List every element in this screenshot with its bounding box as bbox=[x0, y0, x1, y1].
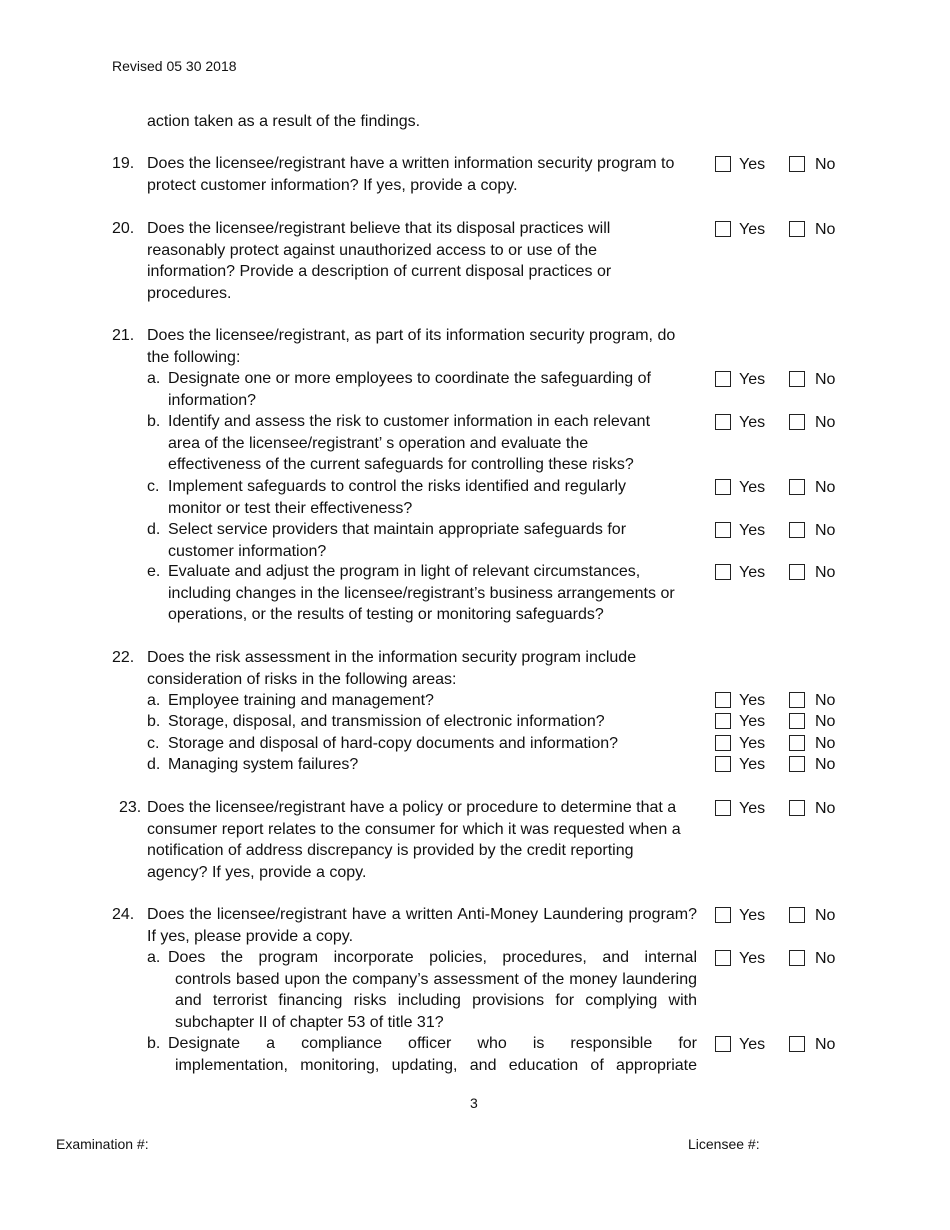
checkbox[interactable] bbox=[715, 756, 731, 772]
yes-label: Yes bbox=[739, 735, 766, 752]
checkbox[interactable] bbox=[789, 156, 805, 172]
checkbox[interactable] bbox=[789, 907, 805, 923]
yes-label: Yes bbox=[739, 950, 766, 967]
item-letter: a. bbox=[147, 370, 161, 387]
yes-label: Yes bbox=[739, 371, 766, 388]
checkbox[interactable] bbox=[789, 479, 805, 495]
item-text: Managing system failures? bbox=[168, 756, 359, 773]
yes-label: Yes bbox=[739, 414, 766, 431]
checkbox[interactable] bbox=[715, 713, 731, 729]
question-text: Does the licensee/registrant, as part of its information security program, do the following: bbox=[147, 327, 676, 366]
item-text: Identify and assess the risk to customer information in each relevant area of the licensee/registrant’ s operation and evaluate the effectiveness of the current safeguards for controlling these risks? bbox=[168, 413, 651, 473]
yes-label: Yes bbox=[739, 800, 766, 817]
checkbox[interactable] bbox=[789, 564, 805, 580]
no-label: No bbox=[815, 735, 836, 752]
item-letter: c. bbox=[147, 478, 160, 495]
yes-label: Yes bbox=[739, 756, 766, 773]
item-letter: b. bbox=[147, 413, 161, 430]
question-text: Does the licensee/registrant believe that its disposal practices will reasonably protect against unauthorized access to or use of the information? Provide a description of current disposal practices or procedures. bbox=[147, 220, 612, 302]
no-label: No bbox=[815, 156, 836, 173]
checkbox[interactable] bbox=[789, 221, 805, 237]
checkbox[interactable] bbox=[715, 1036, 731, 1052]
checkbox[interactable] bbox=[715, 371, 731, 387]
no-label: No bbox=[815, 907, 836, 924]
page-number: 3 bbox=[470, 1095, 478, 1111]
checkbox[interactable] bbox=[789, 371, 805, 387]
yes-label: Yes bbox=[739, 907, 766, 924]
item-text: Select service providers that maintain appropriate safeguards for customer information? bbox=[168, 521, 627, 560]
yes-label: Yes bbox=[739, 713, 766, 730]
yes-label: Yes bbox=[739, 692, 766, 709]
checkbox[interactable] bbox=[715, 522, 731, 538]
no-label: No bbox=[815, 800, 836, 817]
checkbox[interactable] bbox=[715, 692, 731, 708]
item-text-continued: controls based upon the company’s assessment of the money laundering and terrorist financing risks including provisions for complying with subchapter II of chapter 53 of title 31? bbox=[175, 970, 697, 1031]
yes-label: Yes bbox=[739, 479, 766, 496]
no-label: No bbox=[815, 713, 836, 730]
item-text: Evaluate and adjust the program in light of relevant circumstances, including changes in the licensee/registrant’s business arrangements or operations, or the results of testing or monitoring safeguards? bbox=[168, 563, 675, 623]
item-letter: d. bbox=[147, 521, 161, 538]
checkbox[interactable] bbox=[789, 414, 805, 430]
no-label: No bbox=[815, 522, 836, 539]
item-letter: d. bbox=[147, 756, 161, 773]
item-letter: e. bbox=[147, 563, 161, 580]
checkbox[interactable] bbox=[715, 800, 731, 816]
checkbox[interactable] bbox=[715, 156, 731, 172]
question-number: 22. bbox=[112, 649, 135, 666]
checkbox[interactable] bbox=[715, 950, 731, 966]
no-label: No bbox=[815, 221, 836, 238]
checkbox[interactable] bbox=[789, 756, 805, 772]
item-letter: b. bbox=[147, 713, 161, 730]
checkbox[interactable] bbox=[715, 479, 731, 495]
checkbox[interactable] bbox=[789, 522, 805, 538]
item-text: Designate a compliance officer who is responsible for bbox=[168, 1035, 697, 1052]
item-letter: b. bbox=[147, 1035, 161, 1052]
checkbox[interactable] bbox=[715, 735, 731, 751]
yes-label: Yes bbox=[739, 1036, 766, 1053]
examination-number-label: Examination #: bbox=[56, 1136, 149, 1152]
no-label: No bbox=[815, 371, 836, 388]
no-label: No bbox=[815, 1036, 836, 1053]
question-number: 24. bbox=[112, 906, 135, 923]
checkbox[interactable] bbox=[715, 907, 731, 923]
item-text: Employee training and management? bbox=[168, 692, 434, 709]
no-label: No bbox=[815, 479, 836, 496]
checkbox[interactable] bbox=[715, 564, 731, 580]
item-text-continued: implementation, monitoring, updating, and education of appropriate bbox=[175, 1056, 697, 1074]
yes-label: Yes bbox=[739, 221, 766, 238]
item-text: Designate one or more employees to coordinate the safeguarding of information? bbox=[168, 370, 651, 409]
yes-label: Yes bbox=[739, 522, 766, 539]
no-label: No bbox=[815, 414, 836, 431]
checkbox[interactable] bbox=[789, 950, 805, 966]
question-text: Does the risk assessment in the information security program include consideration of risks in the following areas: bbox=[147, 649, 637, 688]
no-label: No bbox=[815, 692, 836, 709]
checkbox[interactable] bbox=[715, 221, 731, 237]
no-label: No bbox=[815, 756, 836, 773]
checkbox[interactable] bbox=[789, 713, 805, 729]
no-label: No bbox=[815, 564, 836, 581]
item-text: Implement safeguards to control the risks identified and regularly monitor or test their effectiveness? bbox=[168, 478, 627, 517]
question-text: Does the licensee/registrant have a written Anti-Money Laundering program? If yes, please provide a copy. bbox=[147, 906, 697, 945]
checkbox[interactable] bbox=[789, 692, 805, 708]
question-text: Does the licensee/registrant have a policy or procedure to determine that a consumer report relates to the consumer for which it was requested when a notification of address discrepancy is provided by the credit reporting agency? If yes, provide a copy. bbox=[147, 799, 681, 881]
item-text: Storage, disposal, and transmission of electronic information? bbox=[168, 713, 605, 730]
question-number: 19. bbox=[112, 155, 135, 172]
item-letter: c. bbox=[147, 735, 160, 752]
checkbox[interactable] bbox=[789, 735, 805, 751]
continuation-text: action taken as a result of the findings. bbox=[147, 113, 421, 130]
checkbox[interactable] bbox=[715, 414, 731, 430]
licensee-number-label: Licensee #: bbox=[688, 1136, 760, 1152]
question-text: Does the licensee/registrant have a written information security program to protect customer information? If yes, provide a copy. bbox=[147, 155, 675, 194]
question-number: 23. bbox=[119, 799, 142, 816]
question-number: 21. bbox=[112, 327, 135, 344]
yes-label: Yes bbox=[739, 156, 766, 173]
item-letter: a. bbox=[147, 692, 161, 709]
item-text: Storage and disposal of hard-copy documents and information? bbox=[168, 735, 619, 752]
checkbox[interactable] bbox=[789, 800, 805, 816]
no-label: No bbox=[815, 950, 836, 967]
yes-label: Yes bbox=[739, 564, 766, 581]
question-number: 20. bbox=[112, 220, 135, 237]
item-letter: a. bbox=[147, 949, 161, 966]
revised-date: Revised 05 30 2018 bbox=[112, 58, 237, 74]
checkbox[interactable] bbox=[789, 1036, 805, 1052]
item-text: Does the program incorporate policies, procedures, and internal bbox=[168, 949, 697, 966]
